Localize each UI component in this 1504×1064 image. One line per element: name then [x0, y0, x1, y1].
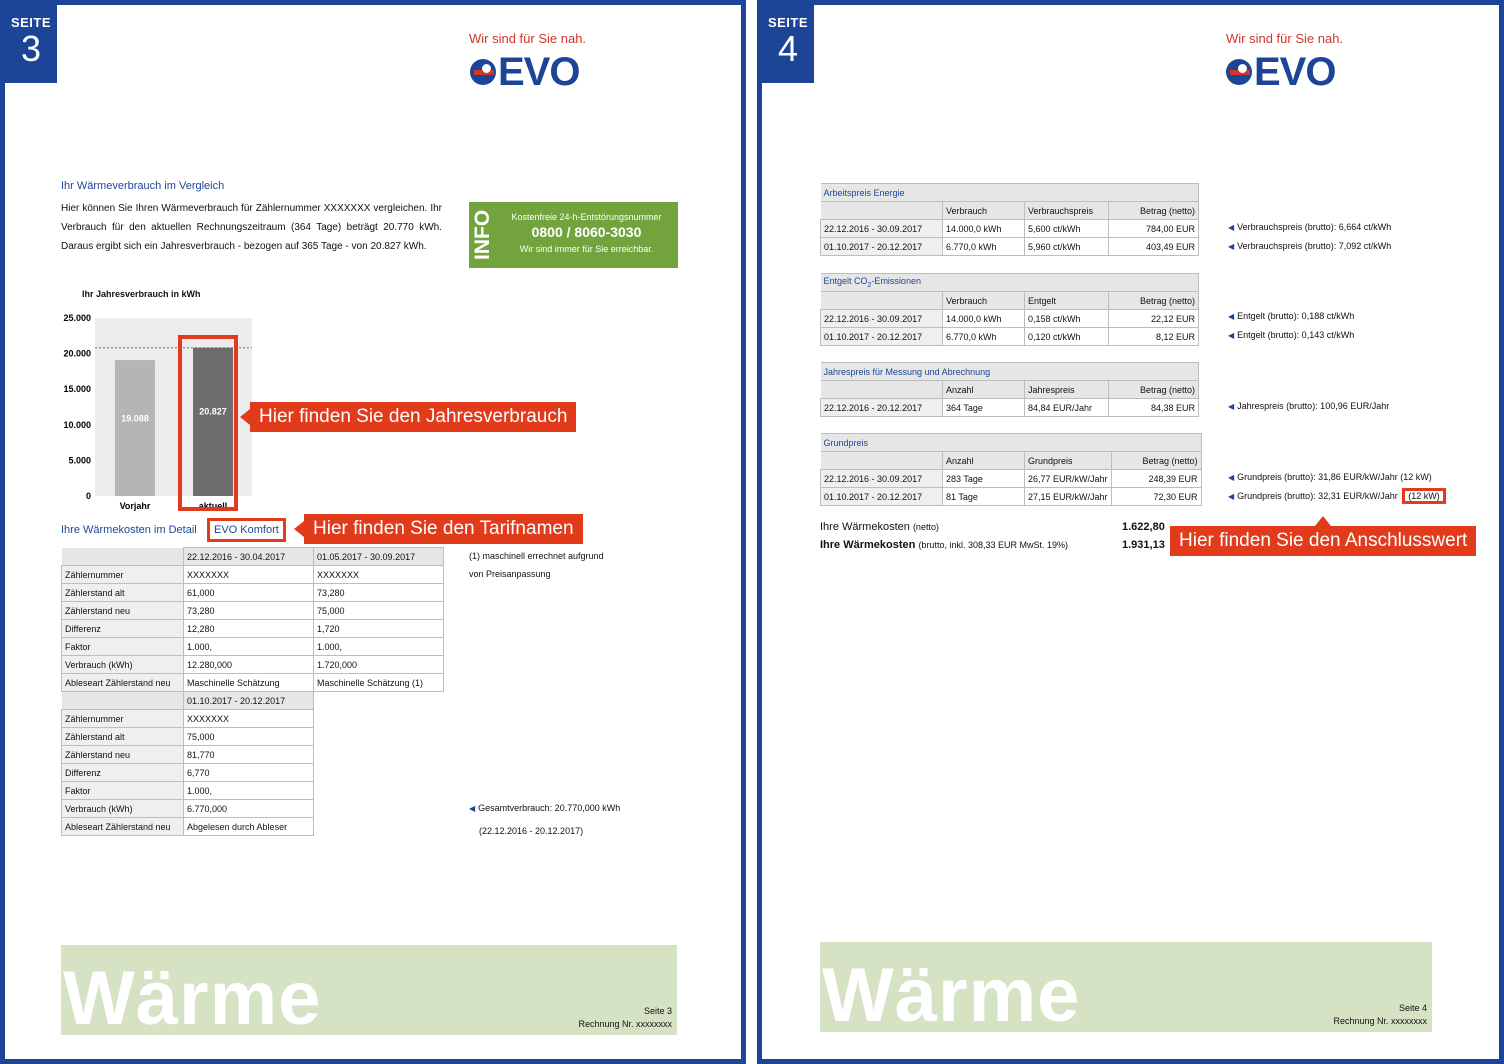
table-cell: 12,280	[184, 620, 314, 638]
price-table-grundpreis	[820, 433, 1202, 506]
row-label: Faktor	[62, 638, 184, 656]
section-title-comparison: Ihr Wärmeverbrauch im Vergleich	[61, 180, 225, 192]
price-table-title: Entgelt $CO_2$-Emissionen	[821, 274, 1199, 292]
footer-page-number: Seite 4	[1398, 1003, 1427, 1013]
row-label: Verbrauch (kWh)	[62, 656, 184, 674]
table-cell: 75,000	[314, 602, 444, 620]
table-header-cell: 01.05.2017 - 30.09.2017	[314, 548, 444, 566]
table-row: 01.10.2017 - 20.12.2017 6.770,0 kWh 5,960 ct/kWh 403,49 EUR	[821, 238, 1199, 256]
pointer-left-icon: ◀	[1228, 242, 1235, 251]
section-title-costs: Ihre Wärmekosten im Detail	[61, 524, 197, 536]
table-cell: Maschinelle Schätzung (1)	[314, 674, 444, 692]
pointer-left-icon: ◀	[1228, 492, 1235, 501]
row-label: Zählerstand neu	[62, 602, 184, 620]
y-tick-label: 0	[85, 491, 91, 501]
invoice-page-4	[757, 0, 1504, 1064]
invoice-page-3	[0, 0, 746, 1064]
page-badge	[5, 5, 57, 83]
brutto-note: Entgelt (brutto): 0,188 ct/kWh	[1237, 311, 1355, 321]
table-row	[62, 584, 444, 602]
tariff-name: EVO Komfort	[207, 518, 286, 542]
table-row	[62, 638, 444, 656]
x-category-label: aktuell	[198, 501, 228, 511]
evo-logo	[470, 50, 590, 94]
highlight-current-bar	[178, 335, 238, 511]
row-label: Differenz	[62, 764, 184, 782]
price-table-title: Grundpreis	[821, 434, 1202, 452]
info-phone-number[interactable]: 0800 / 8060-3030	[531, 224, 642, 240]
table-row	[62, 602, 444, 620]
brand-slogan: Wir sind für Sie nah.	[469, 31, 587, 46]
row-label: Zählerstand alt	[62, 728, 184, 746]
footer-meta	[1333, 1002, 1427, 1028]
brutto-notes-messung	[1228, 397, 1389, 416]
brutto-note: Grundpreis (brutto): 31,86 EUR/kW/Jahr (12 kW)	[1237, 472, 1432, 482]
row-label: Differenz	[62, 620, 184, 638]
pointer-left-icon: ◀	[469, 804, 476, 813]
table-row: 22.12.2016 - 30.09.2017 14.000,0 kWh 0,158 ct/kWh 22,12 EUR	[821, 310, 1199, 328]
table-cell: XXXXXXX	[184, 710, 314, 728]
footer-title: Wärme	[822, 953, 1081, 1032]
table-row	[62, 674, 444, 692]
total-brutto	[820, 539, 1068, 551]
row-label: Faktor	[62, 782, 184, 800]
table-cell: 73,280	[314, 584, 444, 602]
pointer-left-icon: ◀	[1228, 473, 1235, 482]
price-table-co2	[820, 273, 1199, 346]
table-header-cell: Verbrauch	[943, 202, 1025, 220]
table-header-row	[62, 548, 444, 566]
table-cell: 6,770	[184, 764, 314, 782]
table-row	[62, 818, 314, 836]
table-cell: XXXXXXX	[314, 566, 444, 584]
info-box	[469, 202, 678, 268]
table-header-cell: Betrag (netto)	[1109, 292, 1199, 310]
table-cell: Maschinelle Schätzung	[184, 674, 314, 692]
table-row: 22.12.2016 - 30.09.2017 14.000,0 kWh 5,600 ct/kWh 784,00 EUR	[821, 220, 1199, 238]
total-netto-label: Ihre Wärmekosten	[820, 521, 910, 533]
page-badge	[762, 5, 814, 83]
row-label: Ableseart Zählerstand neu	[62, 818, 184, 836]
table-cell: 6.770,000	[184, 800, 314, 818]
table-row: 01.10.2017 - 20.12.2017 81 Tage 27,15 EUR/kW/Jahr 72,30 EUR	[821, 488, 1202, 506]
table-header-cell: Grundpreis	[1025, 452, 1112, 470]
pointer-left-icon: ◀	[1228, 312, 1235, 321]
brutto-note: Verbrauchspreis (brutto): 6,664 ct/kWh	[1237, 222, 1392, 232]
page-badge-number: 4	[777, 28, 799, 69]
row-label: Zählerstand neu	[62, 746, 184, 764]
total-netto	[820, 521, 939, 533]
price-table-arbeitspreis	[820, 183, 1199, 256]
table-cell: 1.000,	[184, 782, 314, 800]
footer-invoice-number: Rechnung Nr. xxxxxxxx	[1333, 1016, 1427, 1026]
total-brutto-label: Ihre Wärmekosten	[820, 539, 916, 551]
bar-value-label: 20.827	[199, 406, 227, 417]
x-category-label: Vorjahr	[119, 501, 151, 511]
table-cell: 1.000,	[184, 638, 314, 656]
footer-page-number: Seite 3	[643, 1006, 672, 1016]
table-header-cell: Anzahl	[943, 381, 1025, 399]
table-header-cell: Entgelt	[1025, 292, 1109, 310]
price-table-title: Arbeitspreis Energie	[821, 184, 1199, 202]
table-cell: 1.720,000	[314, 656, 444, 674]
table-header-cell: Verbrauchspreis	[1025, 202, 1109, 220]
y-tick-label: 20.000	[63, 348, 91, 359]
row-label: Zählernummer	[62, 710, 184, 728]
table-row: 22.12.2016 - 20.12.2017 364 Tage 84,84 EUR/Jahr 84,38 EUR	[821, 399, 1199, 417]
brutto-note: Verbrauchspreis (brutto): 7,092 ct/kWh	[1237, 241, 1392, 251]
row-label: Ableseart Zählerstand neu	[62, 674, 184, 692]
table-header-cell: Jahrespreis	[1025, 381, 1109, 399]
pointer-left-icon: ◀	[1228, 223, 1235, 232]
table-cell: 73,280	[184, 602, 314, 620]
footer-invoice-number: Rechnung Nr. xxxxxxxx	[578, 1019, 672, 1029]
brutto-note: Entgelt (brutto): 0,143 ct/kWh	[1237, 330, 1355, 340]
info-label: INFO	[471, 209, 494, 261]
bar-vorjahr	[115, 360, 155, 496]
meter-table-bottom	[61, 691, 314, 836]
table-header-cell: Anzahl	[943, 452, 1025, 470]
brutto-notes-co2	[1228, 307, 1354, 345]
table-cell: 61,000	[184, 584, 314, 602]
footer-meta	[578, 1005, 672, 1031]
page-gap	[746, 0, 757, 1064]
evo-logo	[1226, 50, 1346, 94]
total-brutto-suffix: (brutto, inkl. 308,33 EUR MwSt. 19%)	[918, 540, 1068, 550]
evo-logo-text: EVO	[498, 50, 580, 94]
table-row: 01.10.2017 - 20.12.2017 6.770,0 kWh 0,120 ct/kWh 8,12 EUR	[821, 328, 1199, 346]
footnote-1-line-2: von Preisanpassung	[469, 569, 551, 579]
total-brutto-value: 1.931,13	[1122, 539, 1165, 551]
table-row	[62, 728, 314, 746]
table-row	[62, 746, 314, 764]
footnote-1-line-1: (1) maschinell errechnet aufgrund	[469, 551, 604, 561]
table-header-cell: Betrag (netto)	[1111, 452, 1201, 470]
row-label: Verbrauch (kWh)	[62, 800, 184, 818]
brutto-notes-arbeitspreis	[1228, 218, 1391, 256]
table-cell: Abgelesen durch Ableser	[184, 818, 314, 836]
table-row: 22.12.2016 - 30.09.2017 283 Tage 26,77 EUR/kW/Jahr 248,39 EUR	[821, 470, 1202, 488]
brutto-notes-grundpreis	[1228, 468, 1446, 506]
table-header-cell: 01.10.2017 - 20.12.2017	[184, 692, 314, 710]
footer-title: Wärme	[63, 956, 322, 1035]
price-table-messung	[820, 362, 1199, 417]
table-row	[62, 764, 314, 782]
pointer-left-icon: ◀	[1228, 402, 1235, 411]
total-usage-note	[469, 799, 620, 840]
table-header-cell	[62, 548, 184, 566]
footnote-1	[469, 547, 604, 583]
y-tick-label: 15.000	[63, 384, 91, 395]
total-netto-suffix: (netto)	[912, 522, 939, 532]
evo-logo-text: EVO	[1254, 50, 1336, 94]
callout-anschlusswert: Hier finden Sie den Anschlusswert	[1170, 526, 1476, 556]
table-row	[62, 782, 314, 800]
table-header-cell: 22.12.2016 - 30.04.2017	[184, 548, 314, 566]
callout-tariff: Hier finden Sie den Tarifnamen	[304, 514, 583, 544]
table-header-cell: Betrag (netto)	[1109, 202, 1199, 220]
intro-text: Hier können Sie Ihren Wärmeverbrauch für Zählernummer XXXXXXX vergleichen. Ihr Verbrauch für den aktuellen Rechnungszeitraum (364 Tage) beträgt 20.770 kWh. Daraus ergibt sich ein Jahresverbrauch - bezogen auf 365 Tage - von 20.827 kWh.	[61, 203, 442, 252]
evo-logo-icon	[1226, 59, 1252, 85]
footer-band	[61, 945, 677, 1035]
page-badge-label: SEITE	[767, 15, 809, 30]
table-row	[62, 656, 444, 674]
meter-table-top	[61, 547, 444, 692]
table-header-row	[62, 692, 314, 710]
table-header-cell: Verbrauch	[943, 292, 1025, 310]
price-table-title: Jahrespreis für Messung und Abrechnung	[821, 363, 1199, 381]
callout-annual-usage: Hier finden Sie den Jahresverbrauch	[250, 402, 576, 432]
table-cell: 75,000	[184, 728, 314, 746]
table-row	[62, 710, 314, 728]
y-tick-label: 5.000	[68, 455, 91, 466]
table-cell: 1.000,	[314, 638, 444, 656]
brand-slogan: Wir sind für Sie nah.	[1226, 31, 1344, 46]
anschlusswert-value: (12 kW)	[1402, 488, 1446, 504]
y-tick-label: 25.000	[63, 313, 91, 323]
table-row	[62, 566, 444, 584]
row-label: Zählernummer	[62, 566, 184, 584]
table-cell: 1,720	[314, 620, 444, 638]
table-cell: 12.280,000	[184, 656, 314, 674]
table-row	[62, 620, 444, 638]
total-netto-value: 1.622,80	[1122, 521, 1165, 533]
chart-title: Ihr Jahresverbrauch in kWh	[82, 289, 201, 299]
evo-logo-icon	[470, 59, 496, 85]
info-hotline-caption: Kostenfreie 24-h-Entstörungsnummer	[511, 212, 662, 222]
total-usage-line-2: (22.12.2016 - 20.12.2017)	[479, 826, 584, 836]
y-tick-label: 10.000	[63, 419, 91, 430]
footer-band	[820, 942, 1432, 1032]
table-cell: XXXXXXX	[184, 566, 314, 584]
table-row	[62, 800, 314, 818]
table-header-cell: Betrag (netto)	[1109, 381, 1199, 399]
bar-value-label: 19.088	[121, 413, 149, 424]
info-availability: Wir sind immer für Sie erreichbar.	[519, 244, 654, 254]
table-cell: 81,770	[184, 746, 314, 764]
total-usage-line-1: Gesamtverbrauch: 20.770,000 kWh	[478, 803, 621, 813]
page-badge-number: 3	[20, 28, 42, 69]
row-label: Zählerstand alt	[62, 584, 184, 602]
pointer-left-icon: ◀	[1228, 331, 1235, 340]
brutto-note: Grundpreis (brutto): 32,31 EUR/kW/Jahr	[1237, 491, 1398, 501]
page-badge-label: SEITE	[10, 15, 52, 30]
brutto-note: Jahrespreis (brutto): 100,96 EUR/Jahr	[1237, 401, 1390, 411]
